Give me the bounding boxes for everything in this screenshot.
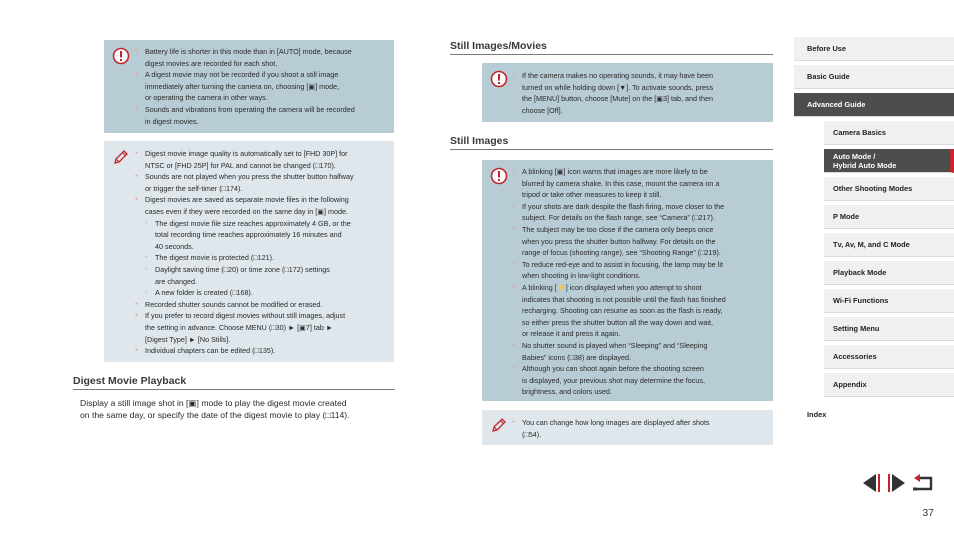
nav-item-appendix[interactable]: Appendix bbox=[824, 373, 954, 397]
nav-item-auto-mode[interactable] bbox=[824, 149, 954, 173]
list-item: 40 seconds. bbox=[155, 241, 194, 251]
section-title-still-images: Still Images bbox=[450, 135, 773, 150]
list-item: turned on while holding down [▼]. To activate sounds, press bbox=[522, 82, 714, 92]
nav-item-tv-av-m-c-mode[interactable]: Tv, Av, M, and C Mode bbox=[824, 233, 954, 257]
list-item: - A new folder is created (□168). bbox=[135, 287, 354, 299]
note-box-digest bbox=[104, 141, 394, 362]
caution-box-battery bbox=[104, 40, 394, 133]
list-item: ● A blinking [⚡] icon displayed when you attempt to shoot bbox=[512, 282, 726, 294]
nav-item-basic-guide[interactable]: Basic Guide bbox=[794, 65, 954, 89]
note-box-review bbox=[482, 410, 773, 445]
nav-item-p-mode[interactable]: P Mode bbox=[824, 205, 954, 229]
list-item: indicates that shooting is not possible until the flash has finished bbox=[522, 294, 726, 304]
list-item: ● If your shots are dark despite the flash firing, move closer to the bbox=[512, 201, 726, 213]
nav-item-camera-basics[interactable]: Camera Basics bbox=[824, 121, 954, 145]
list-item: [Digest Type] ► [No Stills]. bbox=[145, 334, 231, 344]
list-item: immediately after turning the camera on, choosing [▣] mode, bbox=[145, 81, 340, 91]
previous-page-button[interactable] bbox=[860, 473, 882, 493]
list-item: the [MENU] button, choose [Mute] on the [▣3] tab, and then bbox=[522, 94, 713, 104]
list-item: ● Battery life is shorter in this mode than in [AUTO] mode, because bbox=[135, 46, 355, 58]
list-item: when shooting in low-light conditions. bbox=[522, 271, 641, 281]
return-icon bbox=[911, 473, 935, 493]
list-item: ● If the camera makes no operating sounds, it may have been bbox=[512, 70, 713, 82]
list-item: ● Recorded shutter sounds cannot be modified or erased. bbox=[135, 299, 354, 311]
list-item: ● You can change how long images are displayed after shots bbox=[512, 417, 710, 429]
section-title-still-images-movies: Still Images/Movies bbox=[450, 40, 773, 55]
list-item: NTSC or [FHD 25P] for PAL and cannot be changed (□170). bbox=[145, 160, 336, 170]
list-item: - The digest movie file size reaches approximately 4 GB, or the bbox=[135, 218, 354, 230]
nav-item-accessories[interactable]: Accessories bbox=[824, 345, 954, 369]
list-item: or trigger the self-timer (□174). bbox=[145, 183, 243, 193]
list-item: in digest movies. bbox=[145, 116, 199, 126]
digest-playback-text bbox=[80, 397, 400, 421]
list-item: or release it and press it again. bbox=[522, 329, 621, 339]
list-item: range of focus (shooting range), see “Shooting Range” (□219). bbox=[522, 248, 721, 258]
list-item: total recording time reaches approximately 16 minutes and bbox=[155, 230, 342, 240]
list-item: ● No shutter sound is played when “Sleeping” and “Sleeping bbox=[512, 340, 726, 352]
nav-item-label: Auto Mode / bbox=[833, 151, 876, 161]
nav-item-wifi-functions[interactable]: Wi-Fi Functions bbox=[824, 289, 954, 313]
list-item: cases even if they were recorded on the same day in [▣] mode. bbox=[145, 206, 348, 216]
text-line: Display a still image shot in [▣] mode to play the digest movie created bbox=[80, 398, 347, 408]
list-item: ● Digest movie image quality is automatically set to [FHD 30P] for bbox=[135, 148, 354, 160]
list-item: ● Sounds are not played when you press the shutter button halfway bbox=[135, 171, 354, 183]
list-item: ● The subject may be too close if the camera only beeps once bbox=[512, 224, 726, 236]
list-item: ● To reduce red-eye and to assist in focusing, the lamp may be lit bbox=[512, 259, 726, 271]
arrow-right-icon bbox=[886, 473, 908, 493]
list-item: - Daylight saving time (□20) or time zone (□172) settings bbox=[135, 264, 354, 276]
nav-item-setting-menu[interactable]: Setting Menu bbox=[824, 317, 954, 341]
list-item: brightness, and colors used. bbox=[522, 387, 612, 397]
list-item: ● Individual chapters can be edited (□135). bbox=[135, 345, 354, 357]
list-item: ● Sounds and vibrations from operating the camera will be recorded bbox=[135, 104, 355, 116]
nav-item-advanced-guide[interactable]: Advanced Guide bbox=[794, 93, 954, 117]
arrow-left-icon bbox=[860, 473, 882, 493]
list-item: (□54). bbox=[522, 429, 542, 439]
nav-item-label: Hybrid Auto Mode bbox=[833, 160, 897, 170]
list-item: subject. For details on the flash range, see “Camera” (□217). bbox=[522, 213, 715, 223]
list-item: is displayed, your previous shot may determine the focus, bbox=[522, 375, 705, 385]
list-item: the setting in advance. Choose MENU (□30) ► [▣7] tab ► bbox=[145, 322, 333, 332]
list-item: so either press the shutter button all the way down and wait, bbox=[522, 317, 713, 327]
list-item: - The digest movie is protected (□121). bbox=[135, 252, 354, 264]
caution-icon bbox=[490, 167, 508, 185]
list-item: or operating the camera in other ways. bbox=[145, 93, 268, 103]
next-page-button[interactable] bbox=[886, 473, 908, 493]
caution-icon bbox=[112, 47, 130, 65]
return-button[interactable] bbox=[911, 473, 935, 493]
caution-icon bbox=[490, 70, 508, 88]
list-item: digest movies are recorded for each shot. bbox=[145, 58, 278, 68]
list-item: Babies” icons (□38) are displayed. bbox=[522, 352, 632, 362]
list-item: blurred by camera shake. In this case, mount the camera on a bbox=[522, 178, 720, 188]
caution-box-still-images bbox=[482, 160, 773, 401]
section-title-digest-playback: Digest Movie Playback bbox=[73, 375, 395, 390]
pencil-icon bbox=[112, 148, 130, 166]
list-item: tripod or take other measures to keep it still. bbox=[522, 190, 662, 200]
nav-item-index[interactable]: Index bbox=[794, 402, 954, 426]
caution-box-sounds bbox=[482, 63, 773, 122]
list-item: ● A digest movie may not be recorded if you shoot a still image bbox=[135, 69, 355, 81]
list-item: when you press the shutter button halfway. For details on the bbox=[522, 236, 716, 246]
list-item: recharging. Shooting can resume as soon as the flash is ready, bbox=[522, 306, 723, 316]
list-item: are changed. bbox=[155, 276, 197, 286]
page-number: 37 bbox=[922, 507, 934, 519]
pencil-icon bbox=[490, 416, 508, 434]
nav-item-before-use[interactable]: Before Use bbox=[794, 37, 954, 61]
list-item: ● Digest movies are saved as separate movie files in the following bbox=[135, 194, 354, 206]
list-item: ● If you prefer to record digest movies without still images, adjust bbox=[135, 310, 354, 322]
list-item: ● Although you can shoot again before the shooting screen bbox=[512, 363, 726, 375]
text-line: on the same day, or specify the date of the digest movie to play (□114). bbox=[80, 410, 350, 420]
nav-item-playback-mode[interactable]: Playback Mode bbox=[824, 261, 954, 285]
list-item: choose [Off]. bbox=[522, 105, 563, 115]
nav-item-other-shooting-modes[interactable]: Other Shooting Modes bbox=[824, 177, 954, 201]
list-item: ● A blinking [▣] icon warns that images are more likely to be bbox=[512, 166, 726, 178]
